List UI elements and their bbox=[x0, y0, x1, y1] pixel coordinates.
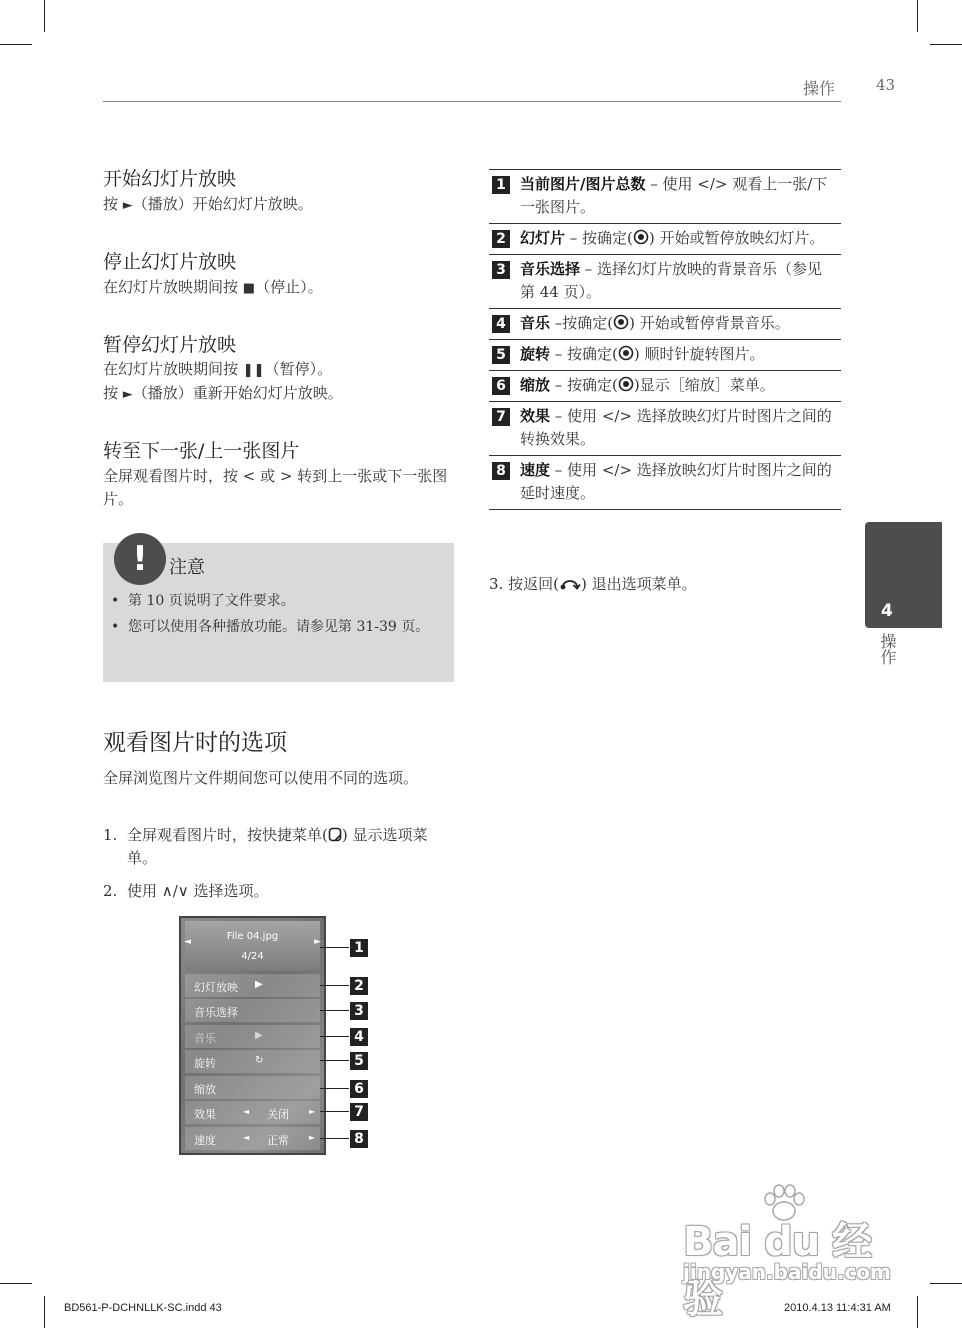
crop-mark bbox=[917, 0, 918, 32]
callout-badge: 1 bbox=[350, 939, 368, 957]
screen-file-name: File 04.jpg bbox=[226, 931, 279, 942]
callout-badge: 4 bbox=[350, 1028, 368, 1046]
header-section: 操作 bbox=[803, 79, 836, 98]
left-arrow-icon: ◄ bbox=[243, 1107, 250, 1116]
screen-header bbox=[185, 921, 320, 971]
start-slideshow-heading: 开始幻灯片放映 bbox=[103, 168, 237, 190]
row-badge: 6 bbox=[492, 377, 510, 395]
row-badge: 4 bbox=[492, 315, 510, 333]
pause-slideshow-heading: 暂停幻灯片放映 bbox=[103, 334, 237, 356]
screen-row-slideshow: 幻灯放映 ▶ bbox=[185, 974, 320, 997]
stop-slideshow-heading: 停止幻灯片放映 bbox=[103, 251, 237, 273]
row-badge: 8 bbox=[492, 462, 510, 480]
crop-mark bbox=[44, 1296, 45, 1328]
callout-badge: 2 bbox=[350, 977, 368, 995]
step-2: 2. 使用 ∧/∨ 选择选项。 bbox=[103, 882, 269, 900]
options-table bbox=[489, 169, 841, 510]
callout-line bbox=[320, 947, 349, 948]
callout-line bbox=[320, 1088, 349, 1089]
crop-mark bbox=[0, 1283, 32, 1284]
callout-line bbox=[320, 1138, 349, 1139]
table-row: 8 速度 – 使用 </> 选择放映幻灯片时图片之间的延时速度。 bbox=[489, 456, 841, 510]
table-row: 5 旋转 – 按确定( ) 顺时针旋转图片。 bbox=[489, 340, 841, 371]
play-icon: ► bbox=[122, 198, 133, 213]
play-icon: ► bbox=[122, 387, 133, 402]
row-badge: 7 bbox=[492, 408, 510, 426]
note-list bbox=[111, 591, 446, 643]
row-badge: 5 bbox=[492, 346, 510, 364]
next-prev-text: 全屏观看图片时，按 < 或 > 转到上一张或下一张图片。 bbox=[103, 467, 448, 508]
screen-row-music: 音乐 ▶ bbox=[185, 1025, 320, 1048]
table-row: 6 缩放 – 按确定( )显示［缩放］菜单。 bbox=[489, 371, 841, 402]
page-number: 43 bbox=[876, 76, 896, 94]
exclamation-icon: ! bbox=[114, 533, 166, 585]
screen-row-speed: 速度 ◄ 正常 ► bbox=[185, 1127, 320, 1150]
play-icon: ▶ bbox=[255, 1030, 263, 1041]
stop-slideshow-text: 在幻灯片放映期间按 ■（停止）。 bbox=[103, 278, 323, 296]
screen-row-music-select: 音乐选择 bbox=[185, 999, 320, 1022]
callout-badge: 6 bbox=[350, 1080, 368, 1098]
row-badge: 2 bbox=[492, 230, 510, 248]
header-divider bbox=[103, 101, 841, 102]
enter-icon bbox=[618, 376, 634, 392]
footer-date: 2010.4.13 11:4:31 AM bbox=[784, 1302, 891, 1314]
screen-row-zoom: 缩放 bbox=[185, 1076, 320, 1099]
callout-line bbox=[320, 985, 349, 986]
crop-mark bbox=[0, 44, 32, 45]
table-row: 2 幻灯片 – 按确定( ) 开始或暂停放映幻灯片。 bbox=[489, 224, 841, 255]
callout-line bbox=[320, 1111, 349, 1112]
list-item: • 您可以使用各种播放功能。请参见第 31-39 页。 bbox=[111, 617, 446, 637]
right-arrow-icon: ► bbox=[309, 1133, 316, 1142]
right-arrow-icon: ► bbox=[314, 937, 321, 947]
callout-badge: 7 bbox=[350, 1103, 368, 1121]
callout-badge: 3 bbox=[350, 1002, 368, 1020]
screen-counter: 4/24 bbox=[241, 951, 264, 962]
left-arrow-icon: ◄ bbox=[184, 937, 191, 947]
table-row: 7 效果 – 使用 </> 选择放映幻灯片时图片之间的转换效果。 bbox=[489, 402, 841, 456]
options-menu-screenshot bbox=[179, 916, 326, 1155]
step-1: 1. 全屏观看图片时，按快捷菜单( ) 显示选项菜单。 bbox=[103, 826, 428, 867]
crop-mark bbox=[930, 44, 962, 45]
enter-icon bbox=[633, 229, 649, 245]
row-badge: 1 bbox=[492, 176, 510, 194]
start-slideshow-text: 按 ►（播放）开始幻灯片放映。 bbox=[103, 195, 313, 213]
callout-badge: 5 bbox=[350, 1052, 368, 1070]
row-badge: 3 bbox=[492, 261, 510, 279]
callout-line bbox=[320, 1060, 349, 1061]
next-prev-heading: 转至下一张/上一张图片 bbox=[103, 440, 300, 462]
screen-row-effect: 效果 ◄ 关闭 ► bbox=[185, 1101, 320, 1124]
pause-slideshow-text: 在幻灯片放映期间按 ❚❚（暂停）。 按 ►（播放）重新开始幻灯片放映。 bbox=[103, 360, 343, 402]
enter-icon bbox=[618, 345, 634, 361]
watermark-brand: Bai du 经验 bbox=[683, 1219, 872, 1322]
chapter-number: 4 bbox=[881, 601, 893, 621]
table-row: 1 当前图片/图片总数 – 使用 </> 观看上一张/下一张图片。 bbox=[489, 170, 841, 224]
options-intro: 全屏浏览图片文件期间您可以使用不同的选项。 bbox=[103, 769, 419, 787]
left-arrow-icon: ◄ bbox=[243, 1133, 250, 1142]
callout-line bbox=[320, 1036, 349, 1037]
note-box bbox=[103, 539, 454, 682]
footer-file: BD561-P-DCHNLLK-SC.indd 43 bbox=[64, 1302, 222, 1314]
right-arrow-icon: ► bbox=[309, 1107, 316, 1116]
play-icon: ▶ bbox=[255, 979, 263, 990]
list-item: • 第 10 页说明了文件要求。 bbox=[111, 591, 446, 611]
crop-mark bbox=[917, 1296, 918, 1328]
quick-menu-icon bbox=[328, 827, 342, 842]
table-row: 3 音乐选择 – 选择幻灯片放映的背景音乐（参见第 44 页）。 bbox=[489, 255, 841, 309]
callout-line bbox=[320, 1010, 349, 1011]
table-row: 4 音乐 –按确定( ) 开始或暂停背景音乐。 bbox=[489, 309, 841, 340]
pause-icon: ❚❚ bbox=[242, 363, 265, 378]
callout-badge: 8 bbox=[350, 1130, 368, 1148]
screen-row-rotate: 旋转 ↻ bbox=[185, 1050, 320, 1073]
stop-icon: ■ bbox=[242, 281, 256, 296]
step-3: 3. 按返回( ) 退出选项菜单。 bbox=[489, 575, 697, 593]
crop-mark bbox=[930, 1283, 962, 1284]
chapter-label: 操作 bbox=[878, 633, 897, 665]
enter-icon bbox=[613, 314, 629, 330]
rotate-icon: ↻ bbox=[255, 1055, 264, 1066]
watermark-url: jingyan.baidu.com bbox=[683, 1260, 891, 1284]
return-icon bbox=[559, 576, 581, 590]
crop-mark bbox=[44, 0, 45, 32]
options-heading: 观看图片时的选项 bbox=[103, 730, 287, 756]
chapter-tab bbox=[865, 522, 942, 628]
note-title: 注意 bbox=[169, 557, 205, 578]
